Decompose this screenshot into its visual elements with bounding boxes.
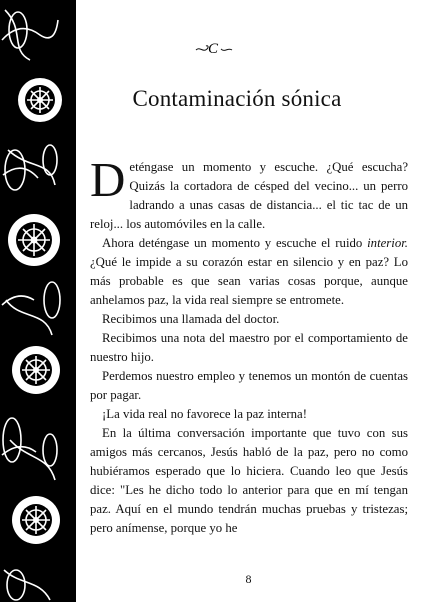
floral-border: [0, 0, 76, 602]
paragraph-2-text-b: ¿Qué le impide a su corazón estar en silencio y en paz? Lo más probable es que sean varias cosas porque, aunque anhelamos paz, la vida real siempre se entromete.: [90, 255, 408, 307]
paragraph-3: Recibimos una llamada del doctor.: [102, 312, 280, 326]
page-number: 8: [245, 572, 252, 586]
paragraph-7: En la última conversación importante que tuvo con sus amigos más cercanos, Jesús habló de la paz, pero no como hubiéramos esperado que lo hiciera. Cuando leo que Jesús dice: "Les he dicho todo lo anterior para que en mí tengan paz. Aquí en el mundo tendrán muchas pruebas y tristezas; pero anímense, porque yo he: [90, 426, 408, 535]
paragraph-4: Recibimos una nota del maestro por el comportamiento de nuestro hijo.: [90, 331, 408, 364]
paragraph-6: ¡La vida real no favorece la paz interna!: [102, 407, 307, 421]
paragraph-2-text-a: Ahora deténgase un momento y escuche el ruido: [102, 236, 368, 250]
body-text: [90, 152, 408, 538]
black-white-floral-border-icon: [0, 0, 76, 602]
paragraph-2-italic: interior.: [367, 236, 408, 250]
paragraph-1: [90, 152, 408, 234]
drop-cap: D: [90, 152, 126, 207]
swash-c-ornament-icon: [194, 38, 234, 58]
paragraph-5: Perdemos nuestro empleo y tenemos un montón de cuentas por pagar.: [90, 369, 408, 402]
paragraph-2: [90, 234, 408, 310]
page: [76, 0, 421, 602]
paragraph-1-text: eténgase un momento y escuche. ¿Qué escucha? Quizás la cortadora de césped del vecino... un perro ladrando a unas casas de distancia... el tic tac de un reloj... los automóviles en la calle.: [90, 160, 408, 231]
chapter-title: Contaminación sónica: [132, 86, 342, 111]
ornament-letter: C: [208, 41, 219, 57]
